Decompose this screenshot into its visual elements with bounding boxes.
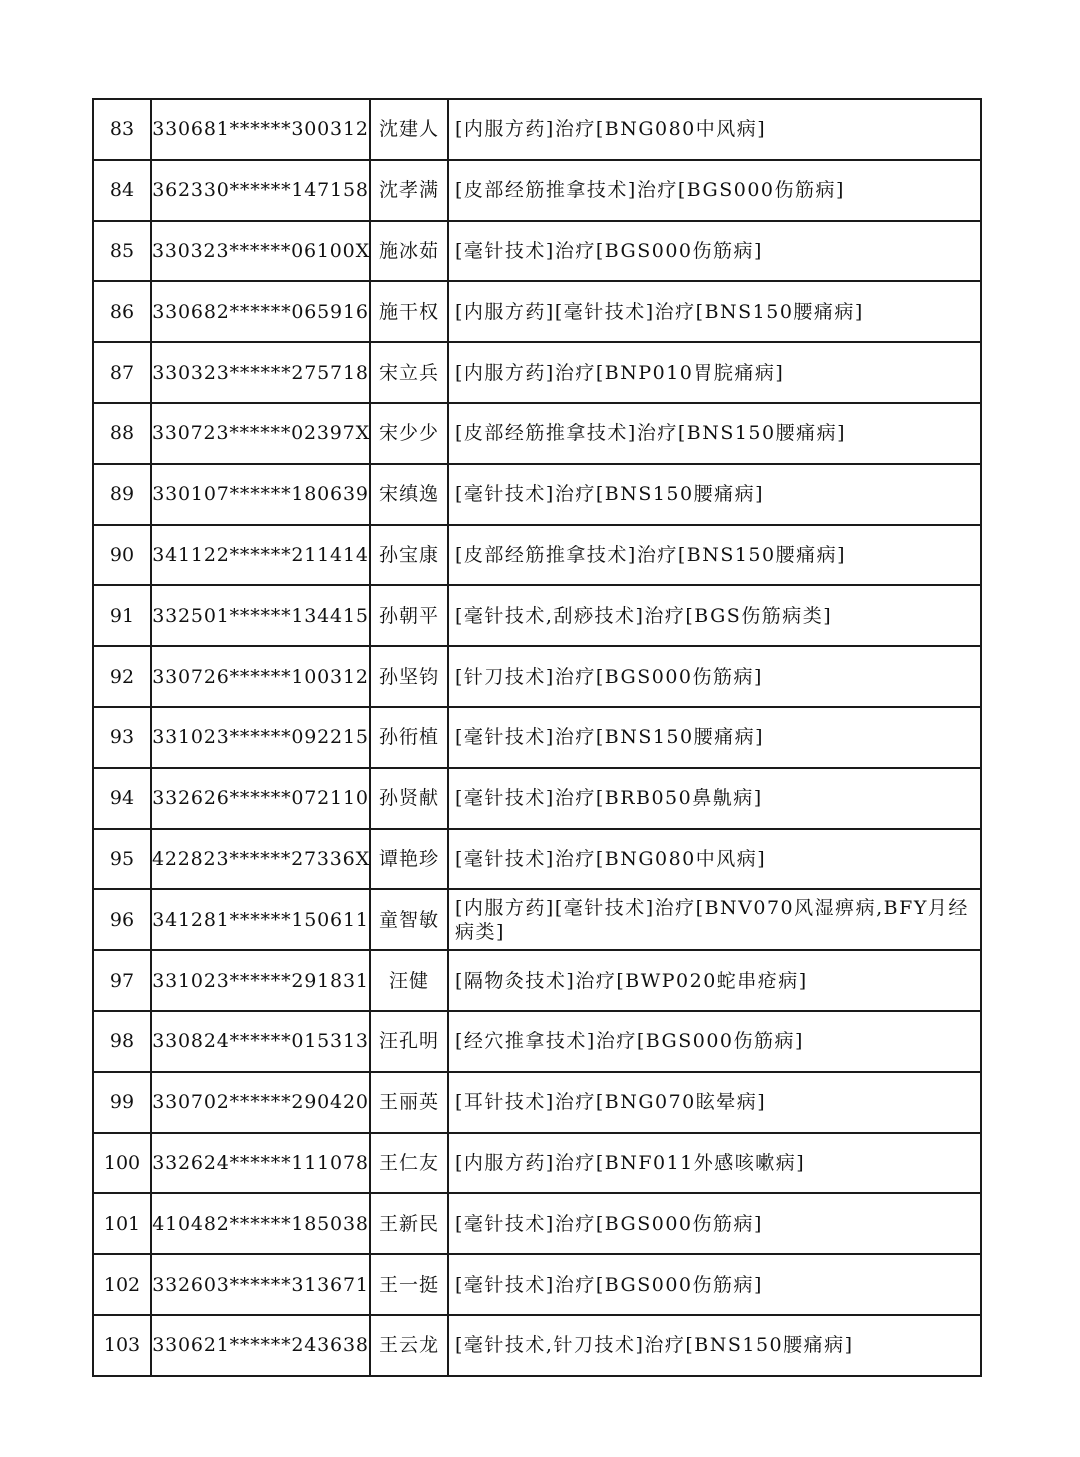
id-number-cell: 332501******134415	[151, 585, 370, 646]
row-number-cell: 93	[93, 707, 151, 768]
name-cell: 汪健	[370, 950, 448, 1011]
row-number-cell: 98	[93, 1011, 151, 1072]
treatment-item-cell: [毫针技术]治疗[BGS000伤筋病]	[448, 1193, 981, 1254]
table-row	[93, 1133, 981, 1194]
table-row	[93, 1315, 981, 1376]
name-cell: 汪孔明	[370, 1011, 448, 1072]
row-number-cell: 101	[93, 1193, 151, 1254]
row-number-cell: 102	[93, 1254, 151, 1315]
name-cell: 孙贤献	[370, 768, 448, 829]
name-cell: 谭艳珍	[370, 829, 448, 890]
treatment-item-cell: [内服方药]治疗[BNF011外感咳嗽病]	[448, 1133, 981, 1194]
treatment-item-cell: [毫针技术]治疗[BGS000伤筋病]	[448, 1254, 981, 1315]
id-number-cell: 331023******291831	[151, 950, 370, 1011]
row-number-cell: 89	[93, 464, 151, 525]
name-cell: 王新民	[370, 1193, 448, 1254]
treatment-item-cell: [针刀技术]治疗[BGS000伤筋病]	[448, 646, 981, 707]
treatment-item-cell: [毫针技术]治疗[BNS150腰痛病]	[448, 707, 981, 768]
row-number-cell: 92	[93, 646, 151, 707]
name-cell: 施冰茹	[370, 221, 448, 282]
id-number-cell: 410482******185038	[151, 1193, 370, 1254]
treatment-item-cell: [毫针技术]治疗[BRB050鼻鼽病]	[448, 768, 981, 829]
row-number-cell: 85	[93, 221, 151, 282]
id-number-cell: 341281******150611	[151, 889, 370, 950]
name-cell: 孙宝康	[370, 525, 448, 586]
table-row	[93, 1072, 981, 1133]
name-cell: 宋少少	[370, 403, 448, 464]
name-cell: 沈孝满	[370, 160, 448, 221]
name-cell: 王云龙	[370, 1315, 448, 1376]
treatment-item-cell: [毫针技术]治疗[BGS000伤筋病]	[448, 221, 981, 282]
name-cell: 王丽英	[370, 1072, 448, 1133]
name-cell: 施干权	[370, 281, 448, 342]
row-number-cell: 87	[93, 342, 151, 403]
row-number-cell: 84	[93, 160, 151, 221]
row-number-cell: 86	[93, 281, 151, 342]
id-number-cell: 362330******147158	[151, 160, 370, 221]
treatment-item-cell: [隔物灸技术]治疗[BWP020蛇串疮病]	[448, 950, 981, 1011]
treatment-item-cell: [内服方药]治疗[BNG080中风病]	[448, 99, 981, 160]
table-row	[93, 768, 981, 829]
id-number-cell: 331023******092215	[151, 707, 370, 768]
id-number-cell: 330723******02397X	[151, 403, 370, 464]
id-number-cell: 330621******243638	[151, 1315, 370, 1376]
row-number-cell: 103	[93, 1315, 151, 1376]
table-body	[93, 99, 981, 1376]
table-row	[93, 889, 981, 950]
row-number-cell: 94	[93, 768, 151, 829]
treatment-item-cell: [毫针技术,针刀技术]治疗[BNS150腰痛病]	[448, 1315, 981, 1376]
id-number-cell: 422823******27336X	[151, 829, 370, 890]
row-number-cell: 97	[93, 950, 151, 1011]
treatment-item-cell: [毫针技术,刮痧技术]治疗[BGS伤筋病类]	[448, 585, 981, 646]
treatment-item-cell: [毫针技术]治疗[BNG080中风病]	[448, 829, 981, 890]
name-cell: 王仁友	[370, 1133, 448, 1194]
table-row	[93, 646, 981, 707]
id-number-cell: 330702******290420	[151, 1072, 370, 1133]
name-cell: 孙朝平	[370, 585, 448, 646]
table-row	[93, 281, 981, 342]
treatment-item-cell: [内服方药][毫针技术]治疗[BNS150腰痛病]	[448, 281, 981, 342]
row-number-cell: 88	[93, 403, 151, 464]
row-number-cell: 90	[93, 525, 151, 586]
table-row	[93, 707, 981, 768]
name-cell: 宋缜逸	[370, 464, 448, 525]
name-cell: 沈建人	[370, 99, 448, 160]
id-number-cell: 332603******313671	[151, 1254, 370, 1315]
id-number-cell: 330323******06100X	[151, 221, 370, 282]
id-number-cell: 332626******072110	[151, 768, 370, 829]
table-row	[93, 221, 981, 282]
row-number-cell: 83	[93, 99, 151, 160]
table-row	[93, 160, 981, 221]
id-number-cell: 330323******275718	[151, 342, 370, 403]
treatment-item-cell: [皮部经筋推拿技术]治疗[BNS150腰痛病]	[448, 525, 981, 586]
id-number-cell: 330107******180639	[151, 464, 370, 525]
table-row	[93, 342, 981, 403]
row-number-cell: 95	[93, 829, 151, 890]
roster-table	[92, 98, 982, 1377]
row-number-cell: 99	[93, 1072, 151, 1133]
table-row	[93, 1254, 981, 1315]
name-cell: 宋立兵	[370, 342, 448, 403]
row-number-cell: 100	[93, 1133, 151, 1194]
treatment-item-cell: [耳针技术]治疗[BNG070眩晕病]	[448, 1072, 981, 1133]
id-number-cell: 330682******065916	[151, 281, 370, 342]
treatment-item-cell: [皮部经筋推拿技术]治疗[BNS150腰痛病]	[448, 403, 981, 464]
id-number-cell: 330681******300312	[151, 99, 370, 160]
table-row	[93, 403, 981, 464]
row-number-cell: 91	[93, 585, 151, 646]
id-number-cell: 332624******111078	[151, 1133, 370, 1194]
id-number-cell: 330726******100312	[151, 646, 370, 707]
treatment-item-cell: [毫针技术]治疗[BNS150腰痛病]	[448, 464, 981, 525]
row-number-cell: 96	[93, 889, 151, 950]
name-cell: 孙衎植	[370, 707, 448, 768]
id-number-cell: 330824******015313	[151, 1011, 370, 1072]
name-cell: 孙坚钧	[370, 646, 448, 707]
treatment-item-cell: [内服方药][毫针技术]治疗[BNV070风湿痹病,BFY月经病类]	[448, 889, 981, 950]
table-row	[93, 950, 981, 1011]
table-row	[93, 464, 981, 525]
name-cell: 王一挺	[370, 1254, 448, 1315]
table-row	[93, 525, 981, 586]
name-cell: 童智敏	[370, 889, 448, 950]
id-number-cell: 341122******211414	[151, 525, 370, 586]
table-row	[93, 99, 981, 160]
treatment-item-cell: [内服方药]治疗[BNP010胃脘痛病]	[448, 342, 981, 403]
table-row	[93, 585, 981, 646]
table-row	[93, 1193, 981, 1254]
table-row	[93, 829, 981, 890]
treatment-item-cell: [经穴推拿技术]治疗[BGS000伤筋病]	[448, 1011, 981, 1072]
table-row	[93, 1011, 981, 1072]
treatment-item-cell: [皮部经筋推拿技术]治疗[BGS000伤筋病]	[448, 160, 981, 221]
